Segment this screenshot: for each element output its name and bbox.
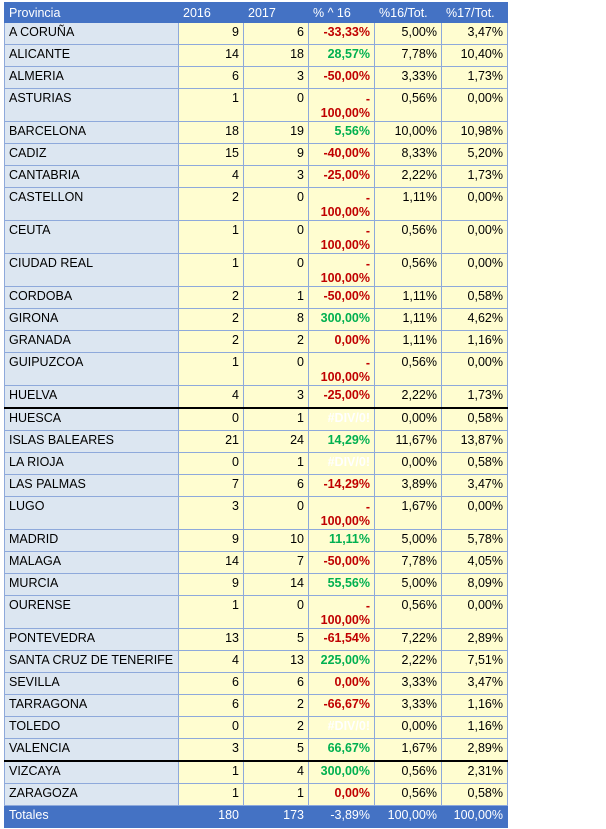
share-2017: 1,16% xyxy=(442,695,508,717)
share-2016: 0,00% xyxy=(375,717,442,739)
share-2017: 0,58% xyxy=(442,287,508,309)
table-row xyxy=(5,431,508,453)
share-2017: 1,73% xyxy=(442,166,508,188)
value-2017: 1 xyxy=(244,453,309,475)
value-2016: 9 xyxy=(179,574,244,596)
table-row xyxy=(5,497,508,530)
totals-2017: 173 xyxy=(244,806,309,828)
change-percent xyxy=(309,188,375,221)
province-name: HUESCA xyxy=(5,408,179,431)
change-percent: #DIV/0! xyxy=(309,408,375,431)
share-2017: 2,89% xyxy=(442,739,508,762)
province-name: BARCELONA xyxy=(5,122,179,144)
share-2017: 1,73% xyxy=(442,386,508,409)
change-percent: -14,29% xyxy=(309,475,375,497)
value-2016: 2 xyxy=(179,287,244,309)
value-2017: 3 xyxy=(244,166,309,188)
share-2016: 1,11% xyxy=(375,331,442,353)
share-2017: 10,40% xyxy=(442,45,508,67)
table-row xyxy=(5,309,508,331)
share-2017: 4,62% xyxy=(442,309,508,331)
share-2017: 0,00% xyxy=(442,353,508,386)
share-2016: 8,33% xyxy=(375,144,442,166)
table-row xyxy=(5,23,508,45)
change-sign: - xyxy=(365,257,370,271)
change-percent: -40,00% xyxy=(309,144,375,166)
share-2016: 1,67% xyxy=(375,739,442,762)
table-row xyxy=(5,596,508,629)
share-2017: 0,00% xyxy=(442,254,508,287)
share-2016: 7,78% xyxy=(375,45,442,67)
share-2016: 0,56% xyxy=(375,761,442,784)
share-2016: 5,00% xyxy=(375,530,442,552)
change-value: 100,00% xyxy=(320,370,370,384)
province-name: SEVILLA xyxy=(5,673,179,695)
value-2016: 4 xyxy=(179,651,244,673)
change-percent: 11,11% xyxy=(309,530,375,552)
value-2017: 3 xyxy=(244,386,309,409)
province-name: VALENCIA xyxy=(5,739,179,762)
province-name: MALAGA xyxy=(5,552,179,574)
province-name: VIZCAYA xyxy=(5,761,179,784)
table-row xyxy=(5,574,508,596)
provinces-table xyxy=(4,2,508,828)
province-name: LAS PALMAS xyxy=(5,475,179,497)
share-2016: 3,89% xyxy=(375,475,442,497)
table-row xyxy=(5,45,508,67)
value-2017: 1 xyxy=(244,784,309,806)
share-2016: 3,33% xyxy=(375,673,442,695)
change-percent: -25,00% xyxy=(309,166,375,188)
province-name: OURENSE xyxy=(5,596,179,629)
share-2016: 0,56% xyxy=(375,221,442,254)
value-2016: 3 xyxy=(179,739,244,762)
change-sign: - xyxy=(365,356,370,370)
value-2016: 4 xyxy=(179,166,244,188)
value-2016: 1 xyxy=(179,221,244,254)
value-2016: 1 xyxy=(179,353,244,386)
share-2016: 0,00% xyxy=(375,408,442,431)
share-2016: 2,22% xyxy=(375,651,442,673)
share-2017: 0,00% xyxy=(442,497,508,530)
change-sign: - xyxy=(365,224,370,238)
change-value: 100,00% xyxy=(320,613,370,627)
header-change: % ^ 16 xyxy=(309,3,375,23)
value-2017: 18 xyxy=(244,45,309,67)
province-name: A CORUÑA xyxy=(5,23,179,45)
table-row xyxy=(5,221,508,254)
change-sign: - xyxy=(365,599,370,613)
totals-2016: 180 xyxy=(179,806,244,828)
share-2016: 1,11% xyxy=(375,188,442,221)
value-2016: 2 xyxy=(179,331,244,353)
province-name: ISLAS BALEARES xyxy=(5,431,179,453)
share-2017: 5,20% xyxy=(442,144,508,166)
value-2016: 7 xyxy=(179,475,244,497)
value-2016: 1 xyxy=(179,596,244,629)
value-2016: 0 xyxy=(179,717,244,739)
share-2017: 0,00% xyxy=(442,89,508,122)
change-percent: -33,33% xyxy=(309,23,375,45)
share-2017: 5,78% xyxy=(442,530,508,552)
change-percent: -50,00% xyxy=(309,552,375,574)
share-2017: 1,16% xyxy=(442,331,508,353)
table-row xyxy=(5,475,508,497)
change-value: 100,00% xyxy=(320,205,370,219)
share-2017: 1,73% xyxy=(442,67,508,89)
share-2017: 0,00% xyxy=(442,221,508,254)
change-percent: -61,54% xyxy=(309,629,375,651)
value-2017: 14 xyxy=(244,574,309,596)
change-percent: 66,67% xyxy=(309,739,375,762)
province-name: MADRID xyxy=(5,530,179,552)
header-share-2017: %17/Tot. xyxy=(442,3,508,23)
header-2016: 2016 xyxy=(179,3,244,23)
province-name: CADIZ xyxy=(5,144,179,166)
share-2016: 1,67% xyxy=(375,497,442,530)
share-2017: 8,09% xyxy=(442,574,508,596)
change-percent: 0,00% xyxy=(309,673,375,695)
share-2017: 0,58% xyxy=(442,408,508,431)
value-2016: 4 xyxy=(179,386,244,409)
province-name: SANTA CRUZ DE TENERIFE xyxy=(5,651,179,673)
value-2016: 9 xyxy=(179,23,244,45)
table-row xyxy=(5,166,508,188)
value-2017: 0 xyxy=(244,353,309,386)
value-2016: 9 xyxy=(179,530,244,552)
share-2017: 3,47% xyxy=(442,475,508,497)
province-name: GIRONA xyxy=(5,309,179,331)
change-percent: -50,00% xyxy=(309,67,375,89)
value-2016: 3 xyxy=(179,497,244,530)
share-2016: 5,00% xyxy=(375,23,442,45)
change-percent: 14,29% xyxy=(309,431,375,453)
share-2016: 1,11% xyxy=(375,287,442,309)
change-percent: 300,00% xyxy=(309,309,375,331)
share-2016: 1,11% xyxy=(375,309,442,331)
change-sign: - xyxy=(365,92,370,106)
share-2017: 0,58% xyxy=(442,453,508,475)
table-row xyxy=(5,254,508,287)
value-2017: 6 xyxy=(244,23,309,45)
province-name: LA RIOJA xyxy=(5,453,179,475)
table-row xyxy=(5,651,508,673)
value-2017: 13 xyxy=(244,651,309,673)
table-row xyxy=(5,530,508,552)
province-name: HUELVA xyxy=(5,386,179,409)
header-provincia: Provincia xyxy=(5,3,179,23)
change-percent: 0,00% xyxy=(309,331,375,353)
change-percent: 5,56% xyxy=(309,122,375,144)
value-2016: 13 xyxy=(179,629,244,651)
table-row xyxy=(5,552,508,574)
province-name: LUGO xyxy=(5,497,179,530)
province-name: TOLEDO xyxy=(5,717,179,739)
value-2017: 2 xyxy=(244,717,309,739)
totals-row xyxy=(5,806,508,828)
value-2017: 1 xyxy=(244,408,309,431)
header-share-2016: %16/Tot. xyxy=(375,3,442,23)
value-2017: 2 xyxy=(244,331,309,353)
change-percent: 28,57% xyxy=(309,45,375,67)
value-2016: 14 xyxy=(179,552,244,574)
change-sign: - xyxy=(365,500,370,514)
totals-share-2017: 100,00% xyxy=(442,806,508,828)
province-name: GUIPUZCOA xyxy=(5,353,179,386)
share-2016: 0,00% xyxy=(375,453,442,475)
value-2017: 1 xyxy=(244,287,309,309)
header-row xyxy=(5,3,508,23)
province-name: GRANADA xyxy=(5,331,179,353)
table-row xyxy=(5,695,508,717)
province-name: PONTEVEDRA xyxy=(5,629,179,651)
value-2016: 1 xyxy=(179,761,244,784)
value-2016: 6 xyxy=(179,67,244,89)
table-row xyxy=(5,67,508,89)
value-2016: 15 xyxy=(179,144,244,166)
value-2016: 6 xyxy=(179,673,244,695)
table-row xyxy=(5,122,508,144)
change-percent: -50,00% xyxy=(309,287,375,309)
value-2016: 2 xyxy=(179,188,244,221)
share-2016: 11,67% xyxy=(375,431,442,453)
share-2017: 7,51% xyxy=(442,651,508,673)
value-2017: 9 xyxy=(244,144,309,166)
value-2017: 8 xyxy=(244,309,309,331)
province-name: CIUDAD REAL xyxy=(5,254,179,287)
share-2016: 3,33% xyxy=(375,695,442,717)
share-2016: 7,22% xyxy=(375,629,442,651)
value-2017: 6 xyxy=(244,673,309,695)
value-2017: 5 xyxy=(244,629,309,651)
value-2017: 0 xyxy=(244,497,309,530)
share-2016: 0,56% xyxy=(375,89,442,122)
change-value: 100,00% xyxy=(320,238,370,252)
value-2017: 10 xyxy=(244,530,309,552)
share-2017: 13,87% xyxy=(442,431,508,453)
value-2017: 24 xyxy=(244,431,309,453)
table-row xyxy=(5,89,508,122)
value-2017: 2 xyxy=(244,695,309,717)
value-2017: 0 xyxy=(244,254,309,287)
totals-change: -3,89% xyxy=(309,806,375,828)
share-2016: 5,00% xyxy=(375,574,442,596)
share-2016: 2,22% xyxy=(375,166,442,188)
table-row xyxy=(5,629,508,651)
change-percent xyxy=(309,353,375,386)
share-2017: 10,98% xyxy=(442,122,508,144)
totals-label: Totales xyxy=(5,806,179,828)
share-2017: 4,05% xyxy=(442,552,508,574)
value-2017: 7 xyxy=(244,552,309,574)
value-2017: 3 xyxy=(244,67,309,89)
table-row xyxy=(5,453,508,475)
value-2016: 1 xyxy=(179,254,244,287)
share-2017: 0,00% xyxy=(442,188,508,221)
province-name: CEUTA xyxy=(5,221,179,254)
table-row xyxy=(5,331,508,353)
share-2017: 0,58% xyxy=(442,784,508,806)
header-2017: 2017 xyxy=(244,3,309,23)
value-2016: 0 xyxy=(179,453,244,475)
share-2016: 0,56% xyxy=(375,254,442,287)
value-2017: 0 xyxy=(244,89,309,122)
change-percent: 55,56% xyxy=(309,574,375,596)
table-row xyxy=(5,717,508,739)
value-2017: 0 xyxy=(244,188,309,221)
change-percent: 225,00% xyxy=(309,651,375,673)
change-percent xyxy=(309,221,375,254)
change-percent xyxy=(309,89,375,122)
table-row xyxy=(5,188,508,221)
share-2016: 10,00% xyxy=(375,122,442,144)
change-percent: 0,00% xyxy=(309,784,375,806)
share-2016: 0,56% xyxy=(375,353,442,386)
change-percent: -25,00% xyxy=(309,386,375,409)
table-row xyxy=(5,144,508,166)
value-2016: 0 xyxy=(179,408,244,431)
change-percent xyxy=(309,596,375,629)
table-row xyxy=(5,287,508,309)
value-2016: 1 xyxy=(179,89,244,122)
value-2017: 0 xyxy=(244,221,309,254)
value-2017: 6 xyxy=(244,475,309,497)
value-2016: 21 xyxy=(179,431,244,453)
value-2017: 4 xyxy=(244,761,309,784)
share-2016: 0,56% xyxy=(375,596,442,629)
value-2017: 19 xyxy=(244,122,309,144)
value-2016: 2 xyxy=(179,309,244,331)
share-2017: 1,16% xyxy=(442,717,508,739)
table-row xyxy=(5,761,508,784)
value-2016: 1 xyxy=(179,784,244,806)
share-2017: 3,47% xyxy=(442,23,508,45)
change-percent: 300,00% xyxy=(309,761,375,784)
change-percent: #DIV/0! xyxy=(309,717,375,739)
table-row xyxy=(5,408,508,431)
totals-share-2016: 100,00% xyxy=(375,806,442,828)
value-2017: 5 xyxy=(244,739,309,762)
change-value: 100,00% xyxy=(320,514,370,528)
change-percent xyxy=(309,254,375,287)
value-2016: 18 xyxy=(179,122,244,144)
province-name: ASTURIAS xyxy=(5,89,179,122)
share-2016: 0,56% xyxy=(375,784,442,806)
province-name: TARRAGONA xyxy=(5,695,179,717)
table-row xyxy=(5,739,508,762)
province-name: ALICANTE xyxy=(5,45,179,67)
share-2016: 7,78% xyxy=(375,552,442,574)
change-percent: #DIV/0! xyxy=(309,453,375,475)
table-row xyxy=(5,673,508,695)
change-value: 100,00% xyxy=(320,271,370,285)
table-row xyxy=(5,353,508,386)
table-row xyxy=(5,386,508,409)
table-row xyxy=(5,784,508,806)
share-2016: 3,33% xyxy=(375,67,442,89)
share-2017: 0,00% xyxy=(442,596,508,629)
share-2016: 2,22% xyxy=(375,386,442,409)
province-name: CASTELLON xyxy=(5,188,179,221)
change-percent: -66,67% xyxy=(309,695,375,717)
province-name: MURCIA xyxy=(5,574,179,596)
change-percent xyxy=(309,497,375,530)
province-name: ALMERIA xyxy=(5,67,179,89)
province-name: CORDOBA xyxy=(5,287,179,309)
province-name: CANTABRIA xyxy=(5,166,179,188)
share-2017: 2,89% xyxy=(442,629,508,651)
province-name: ZARAGOZA xyxy=(5,784,179,806)
value-2016: 6 xyxy=(179,695,244,717)
change-value: 100,00% xyxy=(320,106,370,120)
value-2016: 14 xyxy=(179,45,244,67)
value-2017: 0 xyxy=(244,596,309,629)
share-2017: 3,47% xyxy=(442,673,508,695)
change-sign: - xyxy=(365,191,370,205)
share-2017: 2,31% xyxy=(442,761,508,784)
